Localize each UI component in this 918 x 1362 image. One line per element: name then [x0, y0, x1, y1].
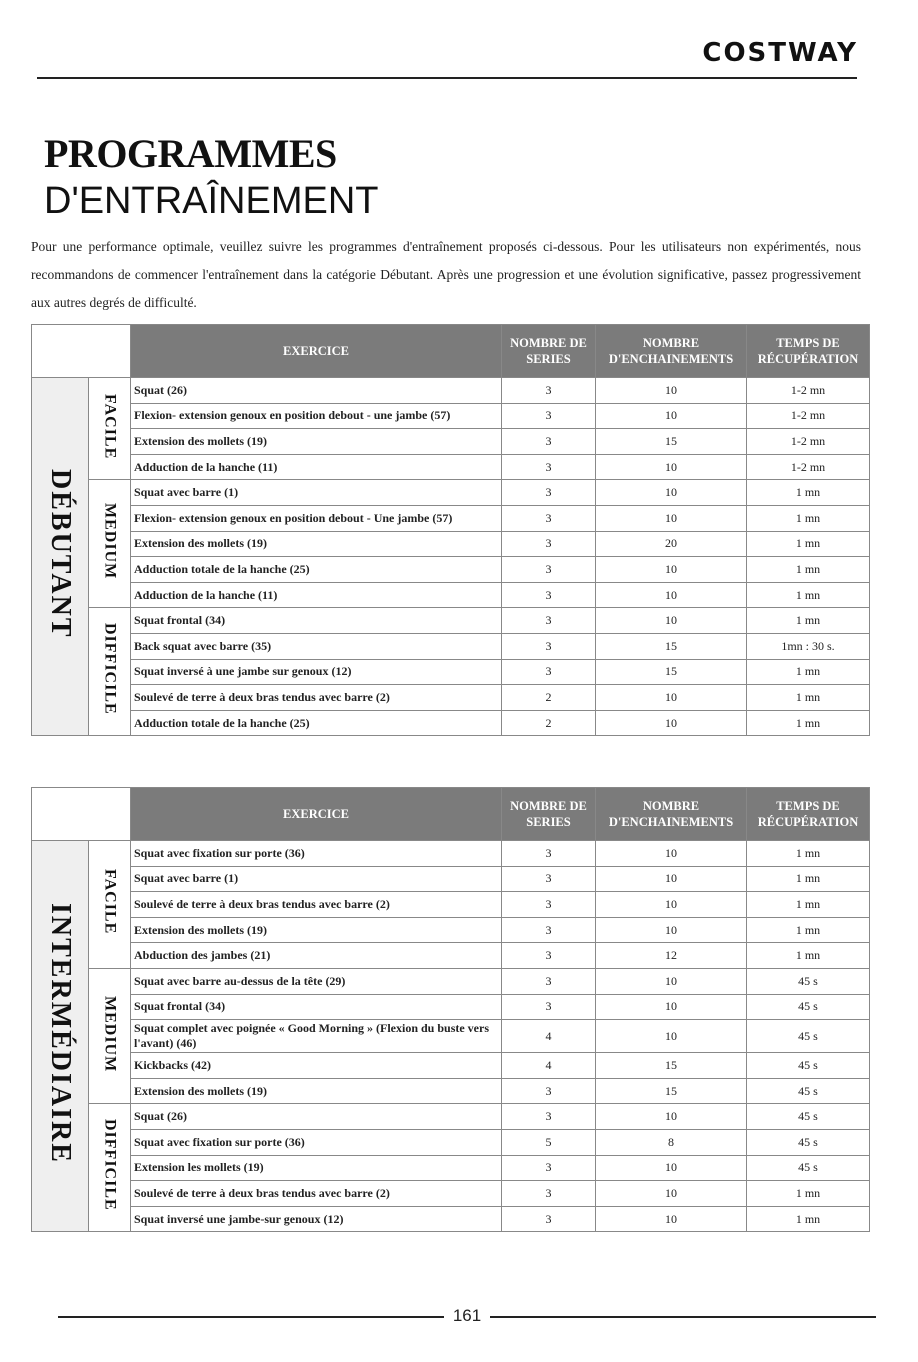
exercise-cell: Soulevé de terre à deux bras tendus avec barre (2) — [131, 1181, 502, 1207]
header-series: NOMBRE DE SERIES — [502, 325, 596, 378]
reps-cell: 15 — [596, 1078, 747, 1104]
series-cell: 3 — [502, 633, 596, 659]
rest-cell: 45 s — [747, 1020, 870, 1053]
difficulty-label-cell — [89, 480, 131, 608]
exercise-cell: Extension des mollets (19) — [131, 429, 502, 455]
difficulty-label: DIFFICILE — [101, 1119, 119, 1212]
header-series: NOMBRE DE SERIES — [502, 788, 596, 841]
series-cell: 3 — [502, 917, 596, 943]
header-blank-cell — [32, 325, 131, 378]
series-cell: 4 — [502, 1020, 596, 1053]
series-cell: 3 — [502, 994, 596, 1020]
table-row — [32, 1078, 870, 1104]
rest-cell: 1 mn — [747, 943, 870, 969]
difficulty-label: FACILE — [101, 869, 119, 935]
rest-cell: 1 mn — [747, 582, 870, 608]
rest-cell: 1mn : 30 s. — [747, 633, 870, 659]
table-row — [32, 1155, 870, 1181]
series-cell: 3 — [502, 1206, 596, 1232]
exercise-cell: Soulevé de terre à deux bras tendus avec barre (2) — [131, 685, 502, 711]
program-table-beginner — [31, 324, 870, 736]
table-header-row — [32, 788, 870, 841]
reps-cell: 10 — [596, 1206, 747, 1232]
reps-cell: 10 — [596, 1104, 747, 1130]
header-blank-cell — [32, 788, 131, 841]
exercise-cell: Squat inversé à une jambe sur genoux (12) — [131, 659, 502, 685]
footer-rule-left — [58, 1316, 444, 1318]
header-reps: NOMBRE D'ENCHAINEMENTS — [596, 325, 747, 378]
exercise-cell: Extension des mollets (19) — [131, 917, 502, 943]
table-row — [32, 403, 870, 429]
reps-cell: 15 — [596, 659, 747, 685]
series-cell: 3 — [502, 892, 596, 918]
table-row — [32, 505, 870, 531]
series-cell: 3 — [502, 403, 596, 429]
series-cell: 3 — [502, 1155, 596, 1181]
reps-cell: 10 — [596, 968, 747, 994]
difficulty-label: DIFFICILE — [101, 623, 119, 716]
reps-cell: 10 — [596, 917, 747, 943]
rest-cell: 1 mn — [747, 1181, 870, 1207]
page-subtitle: D'ENTRAÎNEMENT — [44, 180, 379, 222]
reps-cell: 10 — [596, 403, 747, 429]
level-label-cell — [32, 841, 89, 1232]
rest-cell: 45 s — [747, 1078, 870, 1104]
reps-cell: 15 — [596, 1053, 747, 1079]
difficulty-label: MEDIUM — [101, 995, 119, 1072]
difficulty-label-cell — [89, 968, 131, 1103]
table-row — [32, 608, 870, 634]
reps-cell: 12 — [596, 943, 747, 969]
table-row — [32, 710, 870, 736]
rest-cell: 1 mn — [747, 608, 870, 634]
difficulty-label: MEDIUM — [101, 503, 119, 580]
exercise-cell: Adduction totale de la hanche (25) — [131, 557, 502, 583]
series-cell: 3 — [502, 454, 596, 480]
exercise-cell: Adduction de la hanche (11) — [131, 582, 502, 608]
series-cell: 5 — [502, 1129, 596, 1155]
table-row — [32, 892, 870, 918]
table-row — [32, 917, 870, 943]
table-row — [32, 943, 870, 969]
rest-cell: 1 mn — [747, 1206, 870, 1232]
table-row — [32, 633, 870, 659]
table-row — [32, 429, 870, 455]
exercise-cell: Squat (26) — [131, 378, 502, 404]
exercise-cell: Squat inversé une jambe-sur genoux (12) — [131, 1206, 502, 1232]
exercise-cell: Soulevé de terre à deux bras tendus avec barre (2) — [131, 892, 502, 918]
reps-cell: 10 — [596, 557, 747, 583]
rest-cell: 1 mn — [747, 505, 870, 531]
series-cell: 3 — [502, 582, 596, 608]
table-row — [32, 1181, 870, 1207]
reps-cell: 10 — [596, 608, 747, 634]
rest-cell: 1 mn — [747, 917, 870, 943]
series-cell: 3 — [502, 659, 596, 685]
reps-cell: 10 — [596, 480, 747, 506]
brand-logo: COSTWAY — [702, 38, 858, 68]
intro-paragraph: Pour une performance optimale, veuillez suivre les programmes d'entraînement proposés ci-dessous. Pour les utilisateurs non expérimentés, nous recommandons de commencer l'entraînement dans la catégorie Débutant. Après une progression et une évolution significative, passez progressivement aux autres degrés de difficulté. — [31, 239, 861, 310]
table-row — [32, 1129, 870, 1155]
rest-cell: 1 mn — [747, 841, 870, 867]
table-row — [32, 480, 870, 506]
reps-cell: 10 — [596, 841, 747, 867]
series-cell: 3 — [502, 608, 596, 634]
series-cell: 4 — [502, 1053, 596, 1079]
rest-cell: 1 mn — [747, 531, 870, 557]
rest-cell: 1-2 mn — [747, 403, 870, 429]
exercise-cell: Abduction des jambes (21) — [131, 943, 502, 969]
level-label-cell — [32, 378, 89, 736]
rest-cell: 1 mn — [747, 710, 870, 736]
rest-cell: 1 mn — [747, 659, 870, 685]
reps-cell: 20 — [596, 531, 747, 557]
reps-cell: 10 — [596, 378, 747, 404]
reps-cell: 10 — [596, 1155, 747, 1181]
series-cell: 3 — [502, 505, 596, 531]
series-cell: 3 — [502, 480, 596, 506]
difficulty-label-cell — [89, 378, 131, 480]
series-cell: 3 — [502, 866, 596, 892]
reps-cell: 10 — [596, 582, 747, 608]
rest-cell: 1 mn — [747, 866, 870, 892]
table-row — [32, 1206, 870, 1232]
header-rule — [37, 77, 857, 79]
table-row — [32, 454, 870, 480]
table-row — [32, 1053, 870, 1079]
exercise-cell: Squat frontal (34) — [131, 994, 502, 1020]
exercise-cell: Flexion- extension genoux en position debout - Une jambe (57) — [131, 505, 502, 531]
exercise-cell: Adduction totale de la hanche (25) — [131, 710, 502, 736]
series-cell: 3 — [502, 968, 596, 994]
exercise-cell: Extension les mollets (19) — [131, 1155, 502, 1181]
exercise-cell: Squat avec barre au-dessus de la tête (29) — [131, 968, 502, 994]
series-cell: 3 — [502, 1181, 596, 1207]
rest-cell: 1 mn — [747, 480, 870, 506]
rest-cell: 1-2 mn — [747, 454, 870, 480]
exercise-cell: Back squat avec barre (35) — [131, 633, 502, 659]
difficulty-label-cell — [89, 841, 131, 969]
level-label: DÉBUTANT — [45, 469, 76, 639]
reps-cell: 10 — [596, 892, 747, 918]
difficulty-label: FACILE — [101, 393, 119, 459]
exercise-cell: Squat complet avec poignée « Good Morning » (Flexion du buste vers l'avant) (46) — [131, 1020, 502, 1053]
reps-cell: 10 — [596, 994, 747, 1020]
reps-cell: 10 — [596, 505, 747, 531]
exercise-cell: Extension des mollets (19) — [131, 1078, 502, 1104]
table-row — [32, 557, 870, 583]
series-cell: 3 — [502, 557, 596, 583]
series-cell: 3 — [502, 1104, 596, 1130]
header-reps: NOMBRE D'ENCHAINEMENTS — [596, 788, 747, 841]
reps-cell: 10 — [596, 685, 747, 711]
exercise-cell: Squat avec barre (1) — [131, 480, 502, 506]
rest-cell: 1 mn — [747, 557, 870, 583]
exercise-cell: Squat (26) — [131, 1104, 502, 1130]
table-row — [32, 994, 870, 1020]
footer-rule-right — [490, 1316, 876, 1318]
series-cell: 3 — [502, 531, 596, 557]
rest-cell: 45 s — [747, 1053, 870, 1079]
difficulty-label-cell — [89, 1104, 131, 1232]
series-cell: 3 — [502, 429, 596, 455]
series-cell: 3 — [502, 841, 596, 867]
exercise-cell: Squat avec fixation sur porte (36) — [131, 1129, 502, 1155]
reps-cell: 10 — [596, 866, 747, 892]
table-row — [32, 685, 870, 711]
table-row — [32, 968, 870, 994]
table-row — [32, 659, 870, 685]
exercise-cell: Flexion- extension genoux en position debout - une jambe (57) — [131, 403, 502, 429]
exercise-cell: Extension des mollets (19) — [131, 531, 502, 557]
table-row — [32, 841, 870, 867]
reps-cell: 15 — [596, 633, 747, 659]
series-cell: 2 — [502, 685, 596, 711]
exercise-cell: Adduction de la hanche (11) — [131, 454, 502, 480]
reps-cell: 10 — [596, 1181, 747, 1207]
reps-cell: 10 — [596, 454, 747, 480]
rest-cell: 45 s — [747, 968, 870, 994]
rest-cell: 45 s — [747, 1155, 870, 1181]
rest-cell: 1 mn — [747, 685, 870, 711]
table-row — [32, 1020, 870, 1053]
reps-cell: 8 — [596, 1129, 747, 1155]
rest-cell: 45 s — [747, 1104, 870, 1130]
rest-cell: 1 mn — [747, 892, 870, 918]
exercise-cell: Squat avec fixation sur porte (36) — [131, 841, 502, 867]
table-header-row — [32, 325, 870, 378]
exercise-cell: Kickbacks (42) — [131, 1053, 502, 1079]
exercise-cell: Squat avec barre (1) — [131, 866, 502, 892]
table-row — [32, 378, 870, 404]
reps-cell: 10 — [596, 710, 747, 736]
rest-cell: 1-2 mn — [747, 429, 870, 455]
level-label: INTERMÉDIAIRE — [45, 903, 76, 1165]
exercise-cell: Squat frontal (34) — [131, 608, 502, 634]
series-cell: 3 — [502, 1078, 596, 1104]
program-table-intermediate — [31, 787, 870, 1232]
table-row — [32, 866, 870, 892]
page-number: 161 — [452, 1306, 482, 1325]
rest-cell: 45 s — [747, 1129, 870, 1155]
series-cell: 2 — [502, 710, 596, 736]
header-rest: TEMPS DE RÉCUPÉRATION — [747, 788, 870, 841]
header-exercise: EXERCICE — [131, 325, 502, 378]
rest-cell: 45 s — [747, 994, 870, 1020]
reps-cell: 10 — [596, 1020, 747, 1053]
table-row — [32, 582, 870, 608]
rest-cell: 1-2 mn — [747, 378, 870, 404]
header-rest: TEMPS DE RÉCUPÉRATION — [747, 325, 870, 378]
table-row — [32, 1104, 870, 1130]
series-cell: 3 — [502, 943, 596, 969]
header-exercise: EXERCICE — [131, 788, 502, 841]
reps-cell: 15 — [596, 429, 747, 455]
series-cell: 3 — [502, 378, 596, 404]
table-row — [32, 531, 870, 557]
difficulty-label-cell — [89, 608, 131, 736]
page-title: PROGRAMMES — [44, 131, 337, 176]
